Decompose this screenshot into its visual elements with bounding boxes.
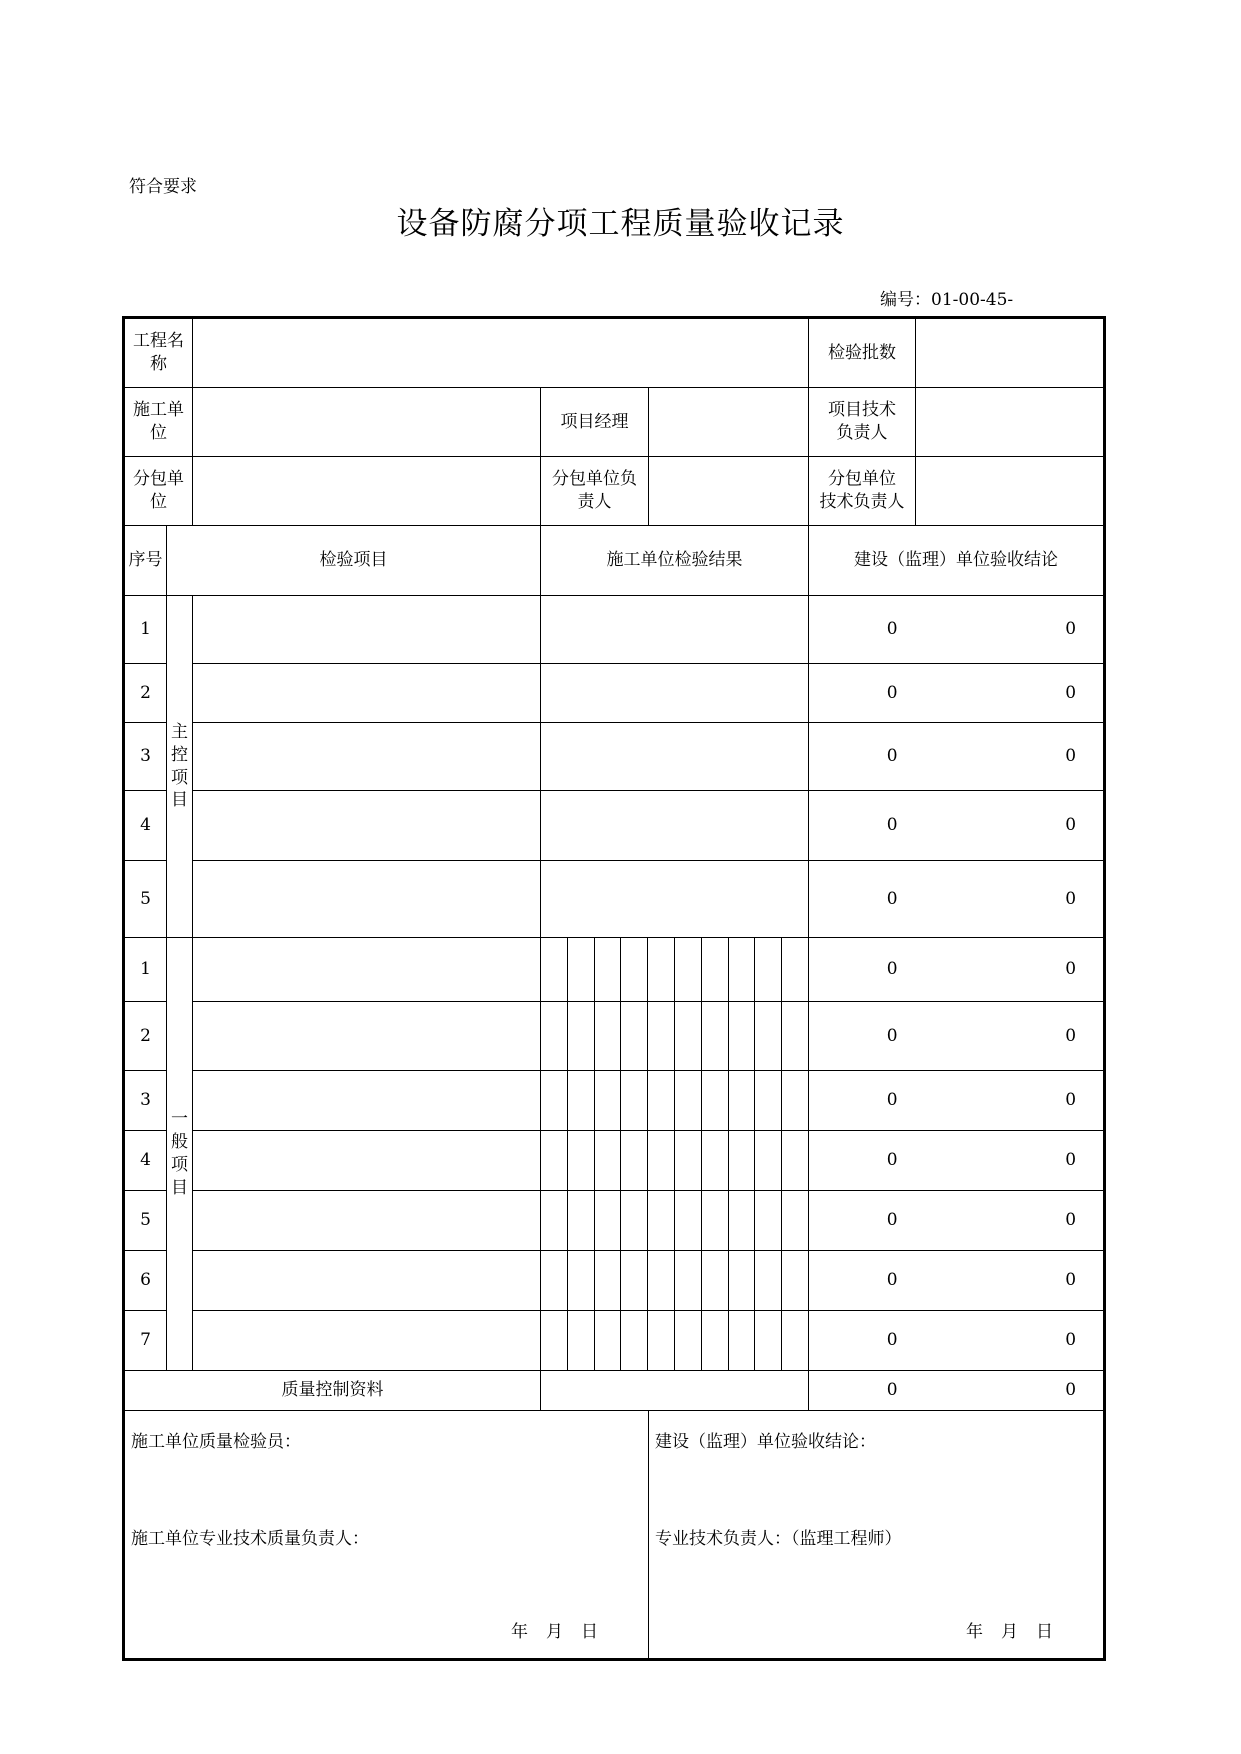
supervision-tech-lead-label: 专业技术负责人：（监理工程师） <box>655 1529 902 1549</box>
label-sub-unit-lead <box>541 457 649 526</box>
main-group-label <box>167 596 193 938</box>
form-code: 编号：01-00-45- <box>880 290 1014 310</box>
main-result-field[interactable] <box>541 791 809 861</box>
qc-value-2: 0 <box>916 1371 1105 1411</box>
label-sub-unit-lead-line2: 责人 <box>577 492 612 512</box>
general-row-number: 5 <box>124 1191 167 1251</box>
general-item-field[interactable] <box>193 1251 541 1311</box>
main-result-field[interactable] <box>541 723 809 791</box>
main-item-field[interactable] <box>193 791 541 861</box>
main-conclusion-value-2: 0 <box>916 861 1105 938</box>
sub-unit-field[interactable] <box>193 457 541 526</box>
general-result-grid[interactable] <box>541 1002 809 1071</box>
label-sub-unit-lead-line1: 分包单位负 <box>552 469 637 490</box>
label-tech-lead-line2: 负责人 <box>836 423 888 443</box>
general-row-2 <box>124 1002 1105 1071</box>
batch-count-field[interactable] <box>916 318 1105 388</box>
note-text: 符合要求 <box>129 177 197 197</box>
form-title: 设备防腐分项工程质量验收记录 <box>396 206 845 242</box>
main-row-number: 3 <box>124 723 167 791</box>
tech-lead-field[interactable] <box>916 388 1105 457</box>
general-row-6 <box>124 1251 1105 1311</box>
year-label: 年 <box>511 1622 528 1643</box>
supervision-conclusion-label: 建设（监理）单位验收结论： <box>655 1432 876 1452</box>
general-row-1 <box>124 938 1105 1002</box>
main-row-3 <box>124 723 1105 791</box>
signature-row <box>124 1411 1105 1660</box>
main-conclusion-value-2: 0 <box>916 791 1105 861</box>
sub-tech-lead-field[interactable] <box>916 457 1105 526</box>
general-conclusion-value-2: 0 <box>916 1131 1105 1191</box>
general-conclusion-value-1: 0 <box>809 938 916 1002</box>
day-label: 日 <box>1036 1622 1054 1643</box>
col-seq: 序号 <box>124 526 167 596</box>
general-conclusion-value-1: 0 <box>809 1251 916 1311</box>
main-group-label-text: 主控项目 <box>171 721 188 811</box>
header-row-project <box>124 318 1105 388</box>
general-conclusion-value-1: 0 <box>809 1191 916 1251</box>
general-row-number: 3 <box>124 1071 167 1131</box>
general-conclusion-value-2: 0 <box>916 938 1105 1002</box>
main-row-1 <box>124 596 1105 664</box>
main-result-field[interactable] <box>541 596 809 664</box>
main-row-number: 1 <box>124 596 167 664</box>
main-row-4 <box>124 791 1105 861</box>
general-result-grid[interactable] <box>541 938 809 1002</box>
main-conclusion-value-1: 0 <box>809 723 916 791</box>
main-conclusion-value-1: 0 <box>809 791 916 861</box>
main-item-field[interactable] <box>193 596 541 664</box>
main-conclusion-value-1: 0 <box>809 861 916 938</box>
main-row-number: 4 <box>124 791 167 861</box>
col-conclusion: 建设（监理）单位验收结论 <box>809 526 1105 596</box>
inspector-label: 施工单位质量检验员： <box>131 1432 301 1452</box>
project-manager-field[interactable] <box>649 388 809 457</box>
general-row-number: 2 <box>124 1002 167 1071</box>
main-conclusion-value-2: 0 <box>916 596 1105 664</box>
general-group-label <box>167 938 193 1371</box>
general-row-number: 7 <box>124 1311 167 1371</box>
main-row-number: 5 <box>124 861 167 938</box>
general-row-4 <box>124 1131 1105 1191</box>
general-row-3 <box>124 1071 1105 1131</box>
main-conclusion-value-2: 0 <box>916 723 1105 791</box>
main-item-field[interactable] <box>193 723 541 791</box>
general-conclusion-value-2: 0 <box>916 1002 1105 1071</box>
label-project-name: 工程名称 <box>124 318 193 388</box>
main-item-field[interactable] <box>193 861 541 938</box>
general-item-field[interactable] <box>193 938 541 1002</box>
general-item-field[interactable] <box>193 1191 541 1251</box>
header-row-subcontract <box>124 457 1105 526</box>
label-sub-unit: 分包单位 <box>124 457 193 526</box>
col-result: 施工单位检验结果 <box>541 526 809 596</box>
general-row-number: 6 <box>124 1251 167 1311</box>
supervision-sign-block[interactable] <box>649 1411 1105 1660</box>
general-row-7 <box>124 1311 1105 1371</box>
qc-row <box>124 1371 1105 1411</box>
main-conclusion-value-2: 0 <box>916 664 1105 723</box>
main-conclusion-value-1: 0 <box>809 596 916 664</box>
project-name-field[interactable] <box>193 318 809 388</box>
main-row-number: 2 <box>124 664 167 723</box>
main-result-field[interactable] <box>541 664 809 723</box>
general-conclusion-value-1: 0 <box>809 1311 916 1371</box>
label-sub-tech-lead <box>809 457 916 526</box>
label-project-manager: 项目经理 <box>541 388 649 457</box>
general-conclusion-value-2: 0 <box>916 1071 1105 1131</box>
construction-sign-block[interactable] <box>124 1411 649 1660</box>
general-item-field[interactable] <box>193 1311 541 1371</box>
label-sub-tech-lead-line2: 技术负责人 <box>819 492 905 512</box>
qc-result-field[interactable] <box>541 1371 809 1411</box>
general-conclusion-value-2: 0 <box>916 1251 1105 1311</box>
general-item-field[interactable] <box>193 1002 541 1071</box>
general-conclusion-value-1: 0 <box>809 1002 916 1071</box>
general-result-grid[interactable] <box>541 1071 809 1131</box>
general-group-label-text: 一般项目 <box>171 1109 188 1198</box>
general-result-grid[interactable] <box>541 1311 809 1371</box>
main-row-2 <box>124 664 1105 723</box>
month-label: 月 <box>1001 1622 1019 1643</box>
construction-unit-field[interactable] <box>193 388 541 457</box>
main-item-field[interactable] <box>193 664 541 723</box>
header-row-construction <box>124 388 1105 457</box>
day-label: 日 <box>581 1622 598 1643</box>
month-label: 月 <box>546 1622 563 1643</box>
main-result-field[interactable] <box>541 861 809 938</box>
general-result-grid[interactable] <box>541 1191 809 1251</box>
general-conclusion-value-1: 0 <box>809 1071 916 1131</box>
general-item-field[interactable] <box>193 1071 541 1131</box>
label-sub-tech-lead-line1: 分包单位 <box>828 469 897 490</box>
col-item: 检验项目 <box>167 526 541 596</box>
general-result-grid[interactable] <box>541 1131 809 1191</box>
column-header-row <box>124 526 1105 596</box>
acceptance-form-table <box>122 316 1106 1661</box>
supervision-date <box>948 1621 1053 1644</box>
general-row-number: 4 <box>124 1131 167 1191</box>
year-label: 年 <box>966 1622 984 1643</box>
sub-unit-lead-field[interactable] <box>649 457 809 526</box>
general-row-5 <box>124 1191 1105 1251</box>
label-tech-lead-line1: 项目技术 <box>828 400 897 421</box>
label-construction-unit: 施工单位 <box>124 388 193 457</box>
main-row-5 <box>124 861 1105 938</box>
qc-label: 质量控制资料 <box>124 1371 541 1411</box>
general-conclusion-value-2: 0 <box>916 1311 1105 1371</box>
general-result-grid[interactable] <box>541 1251 809 1311</box>
qc-value-1: 0 <box>809 1371 916 1411</box>
general-item-field[interactable] <box>193 1131 541 1191</box>
tech-quality-lead-label: 施工单位专业技术质量负责人： <box>131 1529 369 1549</box>
general-row-number: 1 <box>124 938 167 1002</box>
general-conclusion-value-1: 0 <box>809 1131 916 1191</box>
general-conclusion-value-2: 0 <box>916 1191 1105 1251</box>
label-tech-lead <box>809 388 916 457</box>
main-conclusion-value-1: 0 <box>809 664 916 723</box>
construction-date <box>493 1621 598 1644</box>
label-batch-count: 检验批数 <box>809 318 916 388</box>
